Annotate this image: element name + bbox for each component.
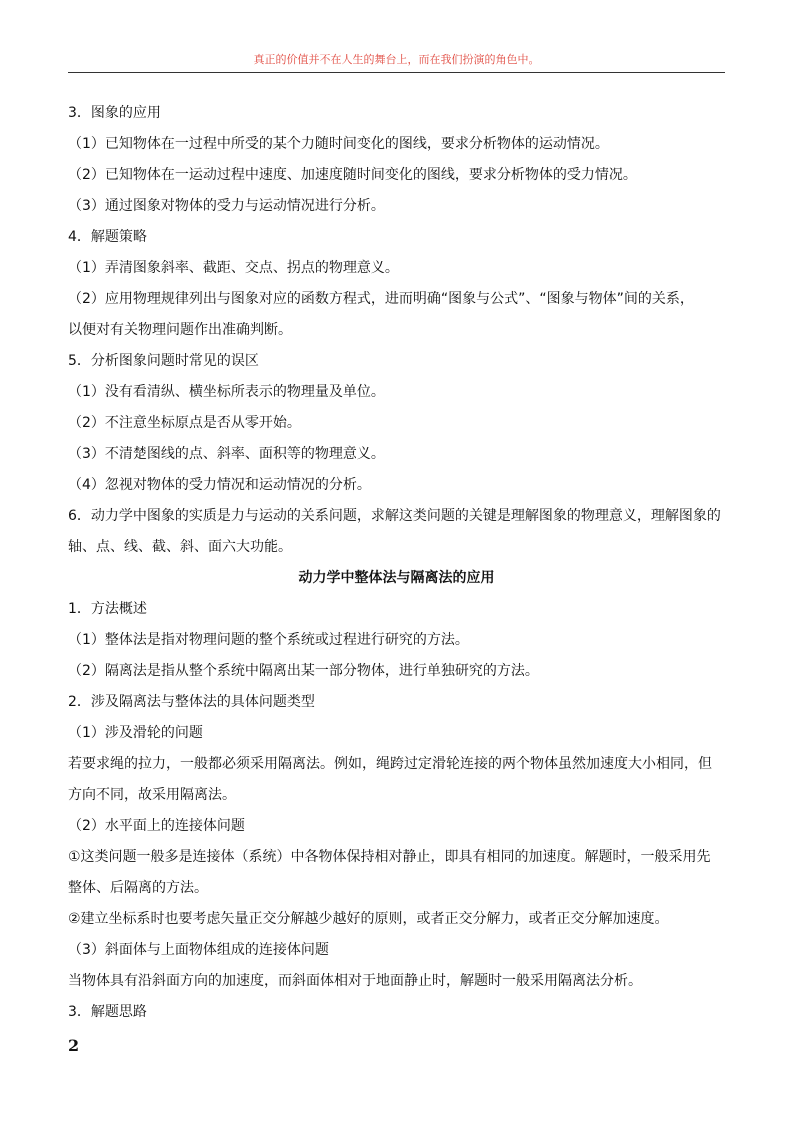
paragraph: 若要求绳的拉力，一般都必须采用隔离法。例如，绳跨过定滑轮连接的两个物体虽然加速度大小相同，但 — [68, 756, 712, 772]
section-heading-2: 2．涉及隔离法与整体法的具体问题类型 — [68, 694, 315, 710]
section-heading-4: 4．解题策略 — [68, 229, 147, 245]
paragraph: ①这类问题一般多是连接体（系统）中各物体保持相对静止，即具有相同的加速度。解题时，一般采用先 — [68, 849, 711, 865]
paragraph: （1）涉及滑轮的问题 — [68, 725, 203, 741]
paragraph: （2）已知物体在一运动过程中速度、加速度随时间变化的图线，要求分析物体的受力情况。 — [68, 167, 637, 183]
paragraph: （3）通过图象对物体的受力与运动情况进行分析。 — [68, 198, 385, 214]
paragraph: （2）隔离法是指从整个系统中隔离出某一部分物体，进行单独研究的方法。 — [68, 663, 539, 679]
paragraph-continued: 整体、后隔离的方法。 — [68, 880, 208, 896]
header-divider — [68, 72, 725, 73]
document-body — [68, 98, 725, 1028]
paragraph: （1）已知物体在一过程中所受的某个力随时间变化的图线，要求分析物体的运动情况。 — [68, 136, 609, 152]
paragraph: （2）应用物理规律列出与图象对应的函数方程式，进而明确“图象与公式”、“图象与物体”间的关系， — [68, 291, 694, 307]
page-header-slogan: 真正的价值并不在人生的舞台上，而在我们扮演的角色中。 — [253, 53, 540, 66]
section-heading-3: 3．图象的应用 — [68, 105, 161, 121]
paragraph: （4）忽视对物体的受力情况和运动情况的分析。 — [68, 477, 371, 493]
paragraph: （2）不注意坐标原点是否从零开始。 — [68, 415, 301, 431]
paragraph-continued: 轴、点、线、截、斜、面六大功能。 — [68, 539, 292, 555]
paragraph: （1）整体法是指对物理问题的整个系统或过程进行研究的方法。 — [68, 632, 469, 648]
page-number: 2 — [68, 1036, 80, 1055]
paragraph: （3）斜面体与上面物体组成的连接体问题 — [68, 942, 329, 958]
paragraph-continued: 以便对有关物理问题作出准确判断。 — [68, 322, 292, 338]
section-heading-5: 5．分析图象问题时常见的误区 — [68, 353, 259, 369]
section-title: 动力学中整体法与隔离法的应用 — [298, 570, 495, 586]
section-heading-3b: 3．解题思路 — [68, 1004, 147, 1020]
paragraph: （2）水平面上的连接体问题 — [68, 818, 245, 834]
paragraph: 6．动力学中图象的实质是力与运动的关系问题，求解这类问题的关键是理解图象的物理意义，理解图象的 — [68, 508, 721, 524]
paragraph-continued: 方向不同，故采用隔离法。 — [68, 787, 236, 803]
paragraph: （1）没有看清纵、横坐标所表示的物理量及单位。 — [68, 384, 385, 400]
paragraph: （1）弄清图象斜率、截距、交点、拐点的物理意义。 — [68, 260, 399, 276]
section-heading-1: 1．方法概述 — [68, 601, 147, 617]
paragraph: （3）不清楚图线的点、斜率、面积等的物理意义。 — [68, 446, 385, 462]
paragraph: 当物体具有沿斜面方向的加速度，而斜面体相对于地面静止时，解题时一般采用隔离法分析。 — [68, 973, 642, 989]
paragraph: ②建立坐标系时也要考虑矢量正交分解越少越好的原则，或者正交分解力，或者正交分解加速度。 — [68, 911, 669, 927]
